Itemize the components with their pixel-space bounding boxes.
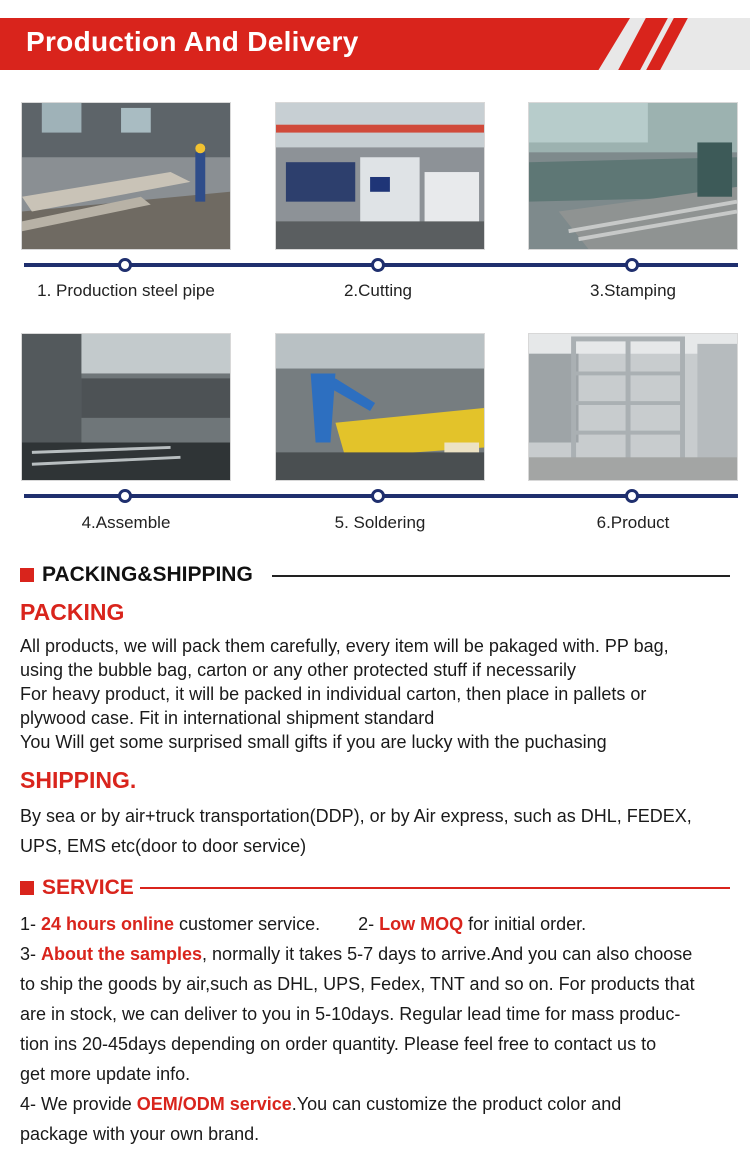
packing-line: All products, we will pack them carefully, every item will be pakaged with. PP bag, [20,636,669,656]
timeline-dot [371,258,385,272]
timeline-dot [625,489,639,503]
service-highlight: Low MOQ [379,914,464,934]
service-item-text: customer service. [174,914,321,934]
section-divider [140,887,730,889]
service-item-row [20,1089,740,1119]
step-photo-production-steel-pipe [21,102,231,250]
step-label: 4.Assemble [81,513,171,532]
service-line: are in stock, we can deliver to you in 5-10days. Regular lead time for mass produc- [20,1004,681,1024]
service-item-prefix: 1- [20,914,42,934]
service-highlight: About the samples [41,944,203,964]
section-heading-service [20,876,134,900]
service-line: get more update info. [20,1064,191,1084]
timeline-dot [118,489,132,503]
shipping-title: SHIPPING. [20,767,137,793]
step-label: 5. Soldering [334,513,426,532]
service-line: tion ins 20-45days depending on order quantity. Please feel free to contact us to [20,1034,657,1054]
header-banner [0,18,750,70]
section-marker [20,568,34,582]
service-highlight: 24 hours online [41,914,175,934]
packing-title: PACKING [20,599,125,625]
section-title: SERVICE [42,876,134,899]
service-item-row [20,939,740,969]
step-photo-cutting [275,102,485,250]
step-photo-stamping [528,102,738,250]
packing-line: using the bubble bag, carton or any other protected stuff if necessarily [20,660,577,680]
service-item-text: for initial order. [463,914,587,934]
section-marker [20,881,34,895]
service-item-prefix: 3- [20,944,42,964]
service-line: to ship the goods by air,such as DHL, UPS, Fedex, TNT and so on. For products that [20,974,695,994]
section-divider [272,575,730,577]
step-label: 1. Production steel pipe [37,281,215,300]
step-label: 2.Cutting [343,281,413,300]
service-item-text: .You can customize the product color and [291,1094,622,1114]
timeline-dot [118,258,132,272]
packing-line: You Will get some surprised small gifts if you are lucky with the puchasing [20,732,607,752]
shipping-line: UPS, EMS etc(door to door service) [20,836,307,856]
step-label: 6.Product [596,513,670,532]
packing-line: For heavy product, it will be packed in individual carton, then place in pallets or [20,684,647,704]
service-item-text: , normally it takes 5-7 days to arrive.And you can also choose [202,944,693,964]
service-item-prefix: 2- [358,914,380,934]
packing-line: plywood case. Fit in international shipment standard [20,708,435,728]
shipping-text [20,801,735,861]
service-line: package with your own brand. [20,1124,260,1144]
section-title: PACKING&SHIPPING [42,563,253,586]
service-item-prefix: 4- We provide [20,1094,137,1114]
service-highlight: OEM/ODM service [136,1094,292,1114]
timeline-dot [371,489,385,503]
step-photo-soldering [275,333,485,481]
page-title: Production And Delivery [26,26,359,57]
step-photo-assemble [21,333,231,481]
shipping-line: By sea or by air+truck transportation(DDP), or by Air express, such as DHL, FEDEX, [20,806,692,826]
section-heading-packing-shipping [20,563,253,587]
step-photo-product [528,333,738,481]
service-text [20,909,740,1149]
step-label: 3.Stamping [590,281,676,300]
packing-text [20,634,735,754]
timeline-dot [625,258,639,272]
service-item-row [20,909,740,939]
